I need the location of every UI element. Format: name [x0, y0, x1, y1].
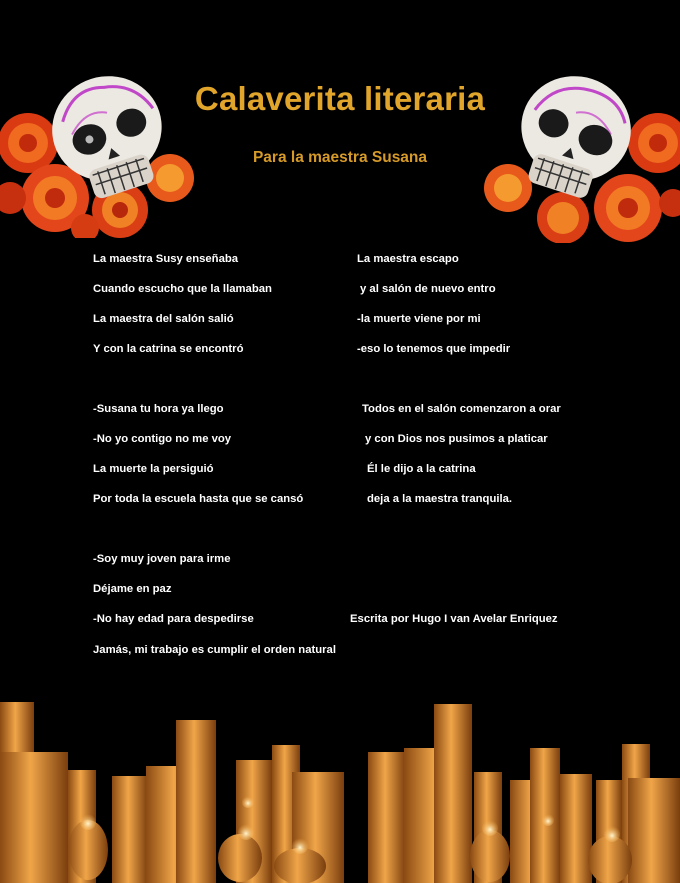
poem-left-line: La maestra del salón salió [93, 313, 234, 325]
poem-right-line: Él le dijo a la catrina [367, 463, 476, 475]
candles-decoration [0, 690, 680, 883]
poem-right-line: -eso lo tenemos que impedir [357, 343, 511, 355]
poem-left-line: Por toda la escuela hasta que se cansó [93, 493, 304, 505]
page-title: Calaverita literaria [194, 80, 486, 117]
poem-left-line: -No hay edad para despedirse [93, 613, 254, 625]
page-subtitle: Para la maestra Susana [252, 149, 428, 166]
poem-left-line: Jamás, mi trabajo es cumplir el orden natural [93, 644, 336, 656]
poem-right-line: y con Dios nos pusimos a platicar [365, 433, 548, 445]
author-credit: Escrita por Hugo I van Avelar Enriquez [350, 613, 558, 625]
poem-right-line: -la muerte viene por mi [357, 313, 481, 325]
poem-left-line: La maestra Susy enseñaba [93, 253, 239, 265]
sugar-skull-right-icon [478, 48, 680, 243]
poem-left-line: Cuando escucho que la llamaban [93, 283, 272, 295]
poem-left-line: -No yo contigo no me voy [93, 433, 232, 445]
poem-right-line: La maestra escapo [357, 253, 459, 265]
candle-icon [0, 702, 680, 883]
poem-left-line: La muerte la persiguió [93, 463, 214, 475]
poem-right-line: Todos en el salón comenzaron a orar [362, 403, 561, 415]
poem-right-line: deja a la maestra tranquila. [367, 493, 513, 505]
poem-left-line: -Susana tu hora ya llego [93, 403, 224, 415]
poem-left-line: Y con la catrina se encontró [93, 343, 244, 355]
poem-right-line: y al salón de nuevo entro [360, 283, 496, 295]
poem-left-line: -Soy muy joven para irme [93, 553, 231, 565]
sugar-skull-left-icon [0, 48, 200, 238]
poem-left-line: Déjame en paz [93, 583, 172, 595]
